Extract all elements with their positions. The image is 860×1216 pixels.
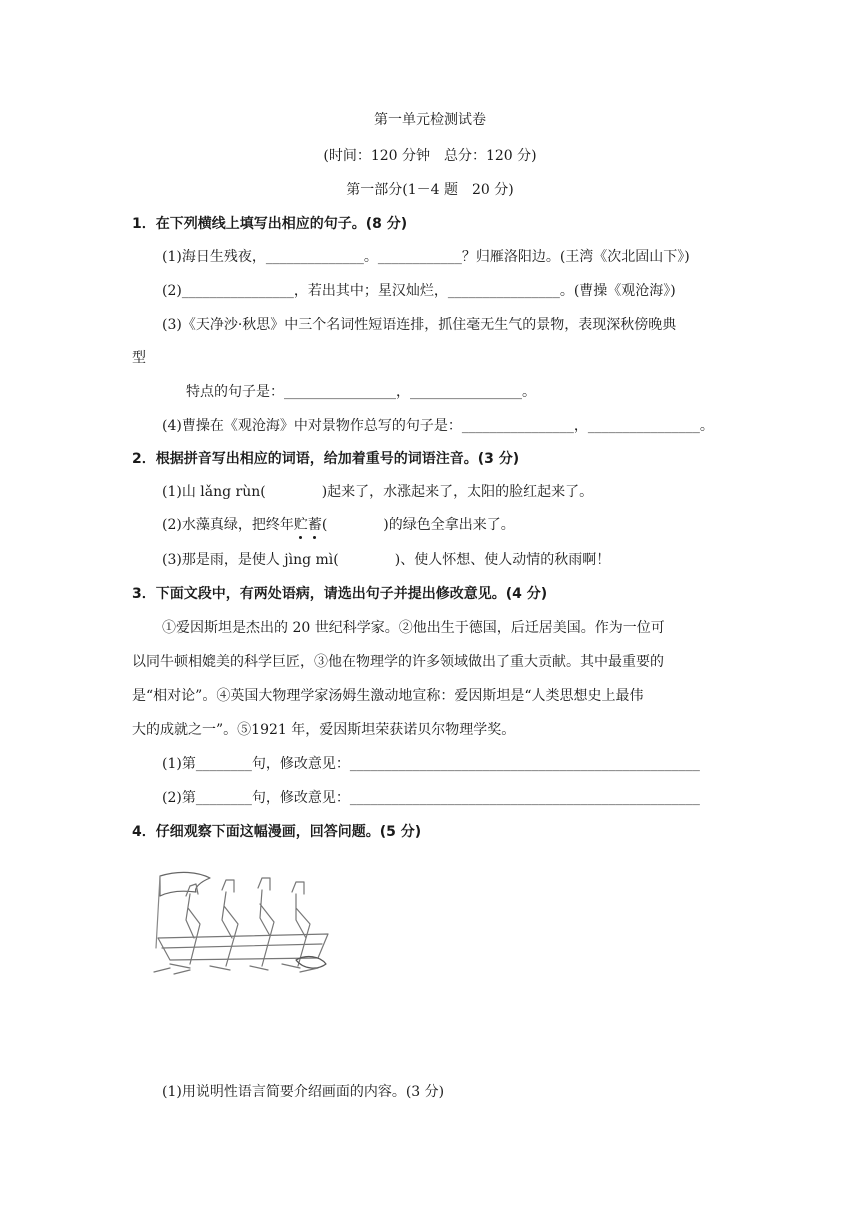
- q1-item-3: (3)《天净沙·秋思》中三个名词性短语连排，抓住毫无生气的景物，表现深秋傍晚典: [162, 317, 677, 333]
- exam-meta: (时间：120 分钟 总分：120 分): [323, 148, 537, 164]
- q2-item-2: [162, 515, 515, 535]
- q3-passage-line-2: 以同牛顿相媲美的科学巨匠，③他在物理学的许多领域做出了重大贡献。其中最重要的: [132, 654, 664, 670]
- q1-item-1: (1)海日生残夜，______________。____________？归雁洛阳边。(王湾《次北固山下》): [162, 249, 690, 265]
- emphasis-char-1: 贮: [293, 517, 308, 533]
- q1-text: 1．在下列横线上填写出相应的句子。(8 分): [132, 216, 408, 232]
- q2-item-2-post: ( )的绿色全拿出来了。: [321, 517, 515, 533]
- q1-item-2: (2)________________，若出其中；星汉灿烂，________________。(曹操《观沧海》): [162, 283, 676, 299]
- q3-passage-line-3: 是“相对论”。④英国大物理学家汤姆生激动地宣称：爱因斯坦是“人类思想史上最伟: [132, 688, 644, 704]
- q1-stem: [132, 214, 407, 234]
- q3-passage-line-4: 大的成就之一”。⑤1921 年，爱因斯坦荣获诺贝尔物理学奖。: [132, 722, 516, 738]
- q3-answer-1: (1)第________句，修改意见：__________________________________________________: [162, 756, 700, 772]
- q4-stem: [132, 822, 421, 842]
- cartoon-image: [150, 868, 340, 986]
- q1-item-3-wrap: 型: [132, 350, 146, 366]
- q2-stem: [132, 449, 519, 469]
- q3-text: 3．下面文段中，有两处语病，请选出句子并提出修改意见。(4 分): [132, 586, 548, 602]
- q2-item-2-pre: (2)水藻真绿，把终年: [162, 517, 294, 533]
- q2-item-3: (3)那是雨，是使人 jìng mì( )、使人怀想、使人动情的秋雨啊！: [162, 552, 611, 568]
- exam-title: 第一单元检测试卷: [374, 112, 486, 128]
- q3-passage-line-1: ①爱因斯坦是杰出的 20 世纪科学家。②他出生于德国，后迁居美国。作为一位可: [162, 620, 665, 636]
- q1-item-4: (4)曹操在《观沧海》中对景物作总写的句子是：________________，________________。: [162, 418, 714, 434]
- q4-text: 4．仔细观察下面这幅漫画，回答问题。(5 分): [132, 824, 422, 840]
- emphasis-char-2: 蓄: [307, 517, 322, 533]
- part-heading: 第一部分(1－4 题 20 分): [346, 182, 514, 198]
- q4-sub-1: (1)用说明性语言简要介绍画面的内容。(3 分): [162, 1084, 445, 1100]
- q3-stem: [132, 584, 547, 604]
- q2-item-1: (1)山 lǎng rùn( )起来了，水涨起来了，太阳的脸红起来了。: [162, 484, 594, 500]
- q1-item-3-cont: 特点的句子是：________________，________________。: [186, 384, 536, 400]
- q3-answer-2: (2)第________句，修改意见：__________________________________________________: [162, 790, 700, 806]
- q2-text: 2．根据拼音写出相应的词语，给加着重号的词语注音。(3 分): [132, 451, 520, 467]
